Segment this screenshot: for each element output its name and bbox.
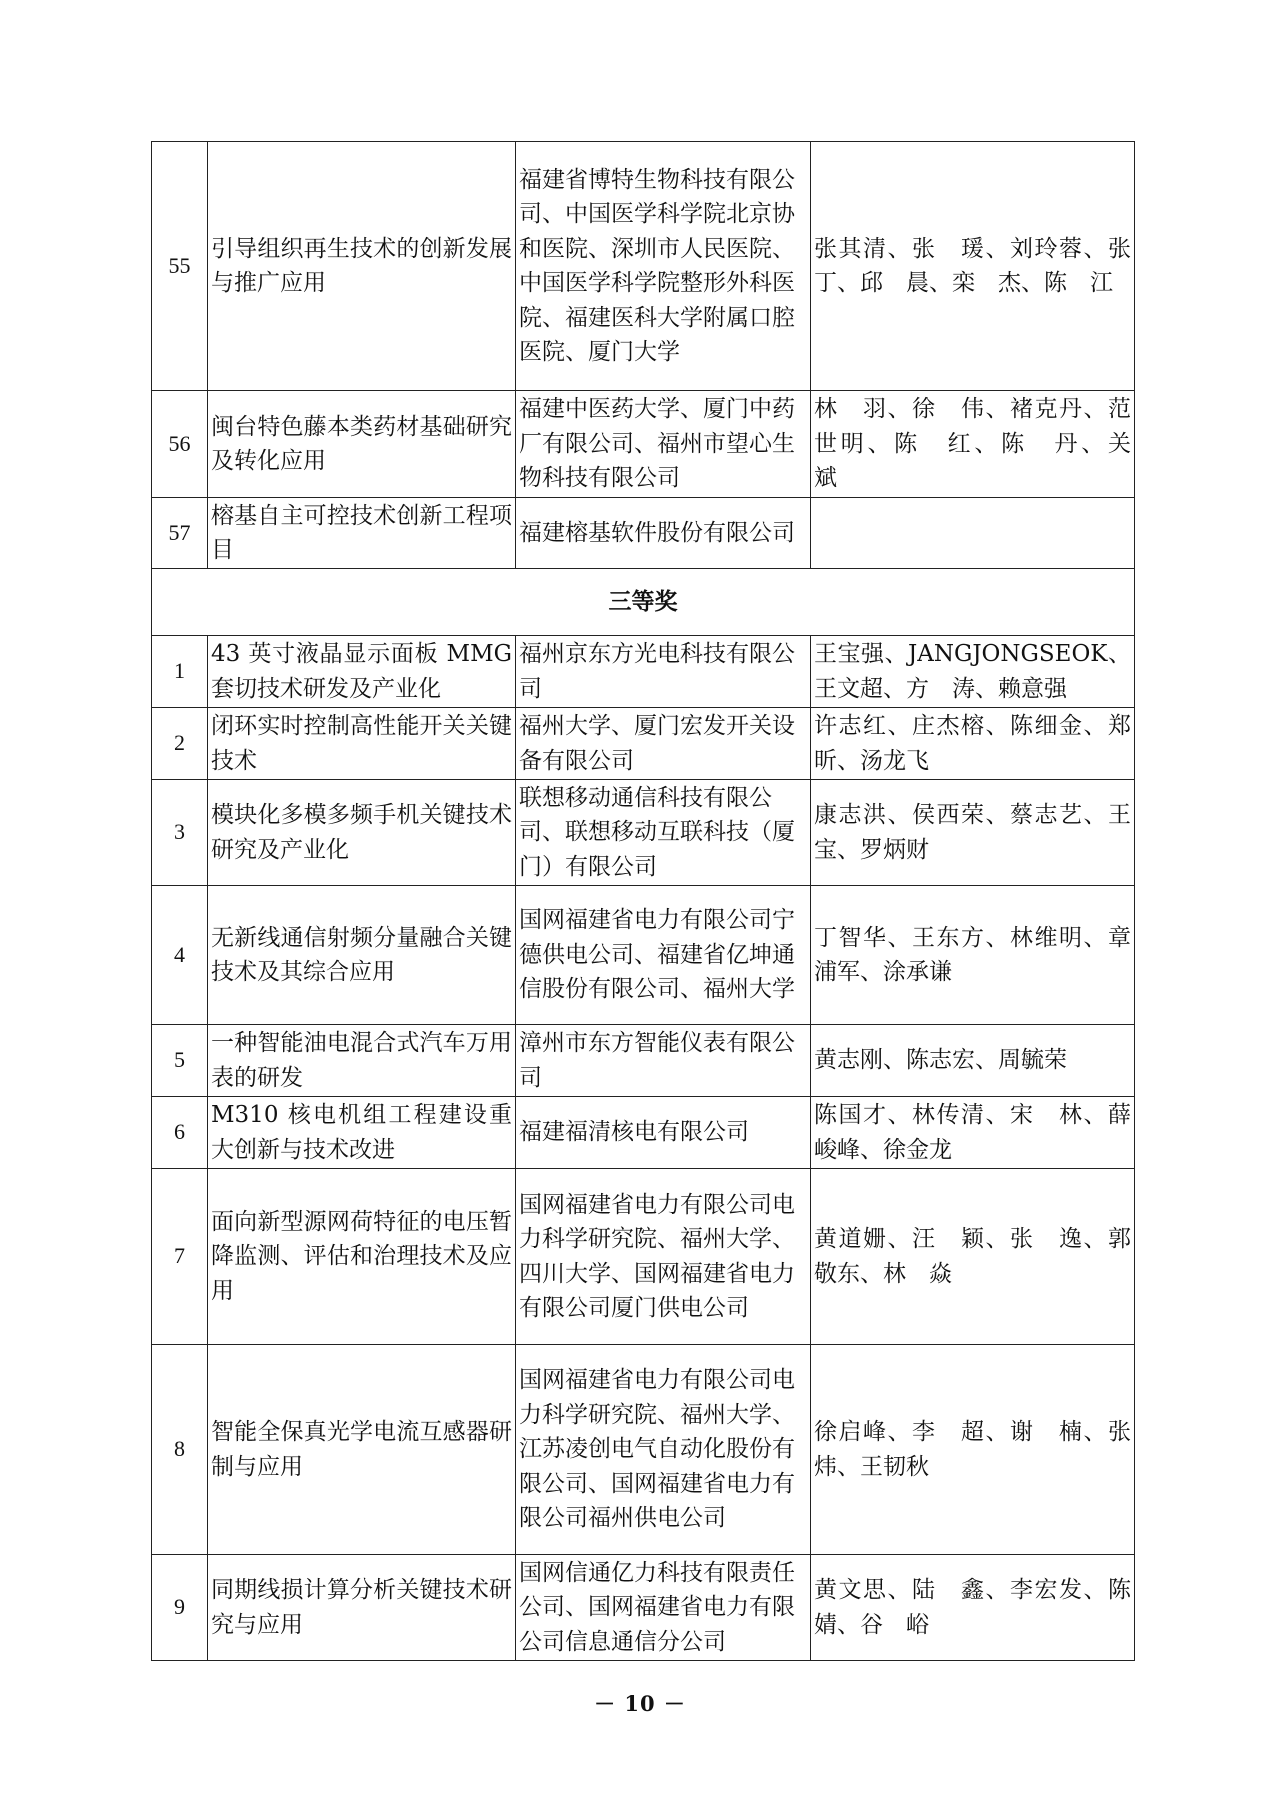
completing-people: 康志洪、侯西荣、蔡志艺、王 宝、罗炳财	[811, 780, 1135, 886]
completing-units: 福建榕基软件股份有限公司	[516, 498, 811, 569]
awards-table	[151, 141, 1154, 1661]
project-name: M310 核电机组工程建设重大创新与技术改进	[208, 1097, 516, 1169]
table-row	[152, 1169, 1135, 1345]
table-row	[152, 498, 1135, 569]
completing-units: 联想移动通信科技有限公司、联想移动互联科技（厦门）有限公司	[516, 780, 811, 886]
table-row	[152, 1025, 1135, 1097]
completing-units: 福建福清核电有限公司	[516, 1097, 811, 1169]
table-row	[152, 1555, 1135, 1661]
completing-people: 黄文思、陆 鑫、李宏发、陈 婧、谷 峪	[811, 1555, 1135, 1661]
row-number: 8	[152, 1345, 208, 1555]
completing-people: 许志红、庄杰榕、陈细金、郑 昕、汤龙飞	[811, 708, 1135, 780]
completing-units: 福州大学、厦门宏发开关设备有限公司	[516, 708, 811, 780]
completing-people: 黄道姗、汪 颖、张 逸、郭敬东、林 焱	[811, 1169, 1135, 1345]
page-number: － 10 －	[594, 1691, 686, 1716]
completing-units: 国网福建省电力有限公司电力科学研究院、福州大学、江苏凌创电气自动化股份有限公司、国网福建省电力有限公司福州供电公司	[516, 1345, 811, 1555]
completing-people: 陈国才、林传清、宋 林、薛峻峰、徐金龙	[811, 1097, 1135, 1169]
project-name: 无新线通信射频分量融合关键技术及其综合应用	[208, 886, 516, 1025]
completing-units: 国网福建省电力有限公司电力科学研究院、福州大学、四川大学、国网福建省电力有限公司厦门供电公司	[516, 1169, 811, 1345]
row-number: 3	[152, 780, 208, 886]
completing-units: 福建中医药大学、厦门中药厂有限公司、福州市望心生物科技有限公司	[516, 391, 811, 498]
completing-people: 林 羽、徐 伟、褚克丹、范世明、陈 红、陈 丹、关 斌	[811, 391, 1135, 498]
table-row	[152, 886, 1135, 1025]
section-title: 三等奖	[152, 569, 1135, 636]
project-name: 模块化多模多频手机关键技术研究及产业化	[208, 780, 516, 886]
completing-units: 国网福建省电力有限公司宁德供电公司、福建省亿坤通信股份有限公司、福州大学	[516, 886, 811, 1025]
completing-units: 漳州市东方智能仪表有限公司	[516, 1025, 811, 1097]
row-number: 2	[152, 708, 208, 780]
project-name: 闭环实时控制高性能开关关键技术	[208, 708, 516, 780]
project-name: 闽台特色藤本类药材基础研究及转化应用	[208, 391, 516, 498]
table-row	[152, 1097, 1135, 1169]
row-number: 9	[152, 1555, 208, 1661]
project-name: 面向新型源网荷特征的电压暂降监测、评估和治理技术及应用	[208, 1169, 516, 1345]
table-row	[152, 391, 1135, 498]
row-number: 56	[152, 391, 208, 498]
table-row	[152, 708, 1135, 780]
project-name: 同期线损计算分析关键技术研究与应用	[208, 1555, 516, 1661]
section-row	[152, 569, 1135, 636]
project-name: 一种智能油电混合式汽车万用表的研发	[208, 1025, 516, 1097]
table-row	[152, 1345, 1135, 1555]
row-number: 6	[152, 1097, 208, 1169]
table-row	[152, 142, 1135, 391]
row-number: 57	[152, 498, 208, 569]
project-name: 43 英寸液晶显示面板 MMG 套切技术研发及产业化	[208, 636, 516, 708]
project-name: 榕基自主可控技术创新工程项目	[208, 498, 516, 569]
row-number: 1	[152, 636, 208, 708]
completing-people: 徐启峰、李 超、谢 楠、张 炜、王韧秋	[811, 1345, 1135, 1555]
row-number: 4	[152, 886, 208, 1025]
completing-people: 张其清、张 瑗、刘玲蓉、张 丁、邱 晨、栾 杰、陈 江	[811, 142, 1135, 391]
table-row	[152, 780, 1135, 886]
completing-people: 王宝强、JANGJONGSEOK、王文超、方 涛、赖意强	[811, 636, 1135, 708]
completing-people	[811, 498, 1135, 569]
row-number: 7	[152, 1169, 208, 1345]
project-name: 引导组织再生技术的创新发展与推广应用	[208, 142, 516, 391]
completing-units: 国网信通亿力科技有限责任公司、国网福建省电力有限公司信息通信分公司	[516, 1555, 811, 1661]
table-row	[152, 636, 1135, 708]
row-number: 5	[152, 1025, 208, 1097]
completing-people: 黄志刚、陈志宏、周毓荣	[811, 1025, 1135, 1097]
row-number: 55	[152, 142, 208, 391]
project-name: 智能全保真光学电流互感器研制与应用	[208, 1345, 516, 1555]
completing-units: 福州京东方光电科技有限公司	[516, 636, 811, 708]
completing-units: 福建省博特生物科技有限公司、中国医学科学院北京协和医院、深圳市人民医院、中国医学科学院整形外科医院、福建医科大学附属口腔医院、厦门大学	[516, 142, 811, 391]
completing-people: 丁智华、王东方、林维明、章浦军、涂承谦	[811, 886, 1135, 1025]
